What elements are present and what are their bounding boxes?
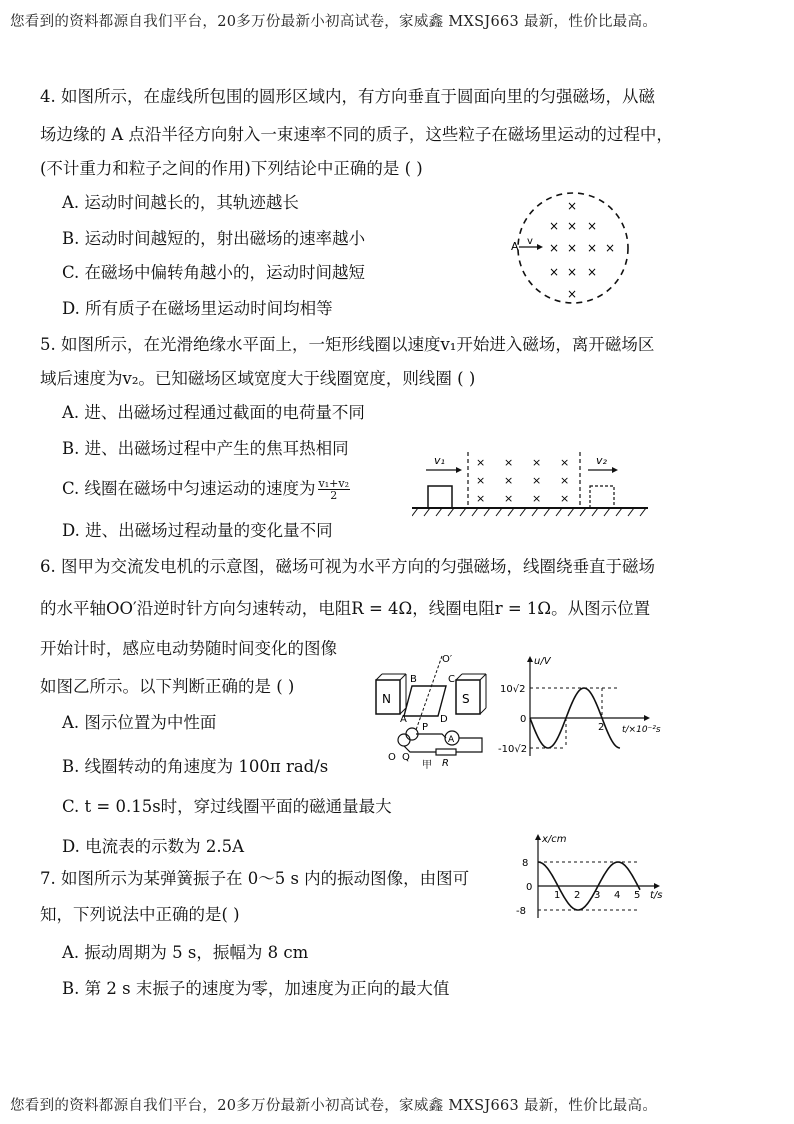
q6-stem-line3: 开始计时，感应电动势随时间变化的图像 [40,639,337,658]
y-axis-label: u/V [534,656,551,667]
q6-stem-line4: 如图乙所示。以下判断正确的是 ( ) [40,677,295,696]
neg-amplitude-tick: -8 [516,906,526,917]
svg-text:×: × [587,219,598,233]
q4-option-d: D. 所有质子在磁场里运动时间均相等 [62,299,333,318]
x-axis-label: t/×10⁻²s [622,725,661,735]
q4-stem-line3: (不计重力和粒子之间的作用)下列结论中正确的是 ( ) [40,159,423,178]
q7-stem-line1: 7. 如图所示为某弹簧振子在 0～5 s 内的振动图像，由图可 [40,869,470,888]
x-tick-4: 4 [614,890,621,901]
c-label: C [448,674,455,685]
q6-generator-figure-jia [372,652,492,770]
svg-text:×: × [549,265,560,279]
q6-option-c: C. t = 0.15s时，穿过线圈平面的磁通量最大 [62,797,392,816]
svg-text:×: × [532,474,542,487]
svg-text:×: × [532,456,542,469]
svg-text:×: × [567,199,578,213]
svg-text:×: × [587,241,598,255]
resistor [436,749,456,755]
q-label: Q [402,752,410,763]
q7-option-b: B. 第 2 s 末振子的速度为零，加速度为正向的最大值 [62,979,450,998]
q4-stem-line2: 场边缘的 A 点沿半径方向射入一束速率不同的质子，这些粒子在磁场里运动的过程中， [40,125,673,144]
coil [404,686,446,716]
q4-magnetic-circle-figure [505,192,635,308]
velocity-label: v [527,236,533,247]
x-tick-2: 2 [598,722,605,733]
q5-option-d: D. 进、出磁场过程动量的变化量不同 [62,521,333,540]
x-tick-3: 3 [594,890,601,901]
q7-oscillation-graph [508,832,668,922]
x-axis-label: t/s [650,890,663,901]
q4-option-a: A. 运动时间越长的，其轨迹越长 [62,193,299,212]
q6-option-a: A. 图示位置为中性面 [62,713,217,732]
n-label: N [382,692,391,706]
ammeter-label: A [448,735,455,745]
p-label: P [422,722,429,733]
header-ad-banner: 您看到的资料都源自我们平台，20多万份最新小初高试卷，家威鑫 MXSJ663 最新，性价比最高。 [10,14,658,30]
neg-peak-tick: -10√2 [498,744,528,755]
svg-text:×: × [605,241,616,255]
svg-text:×: × [549,219,560,233]
coil-before [428,486,452,508]
s-label: S [462,692,470,706]
r-label: R [442,758,449,769]
footer-ad-banner: 您看到的资料都源自我们平台，20多万份最新小初高试卷，家威鑫 MXSJ663 最新，性价比最高。 [10,1098,658,1114]
rotation-axis [416,656,442,730]
origin-label: 0 [526,882,533,893]
pos-peak-tick: 10√2 [500,684,526,695]
origin-label: 0 [520,714,527,725]
svg-text:×: × [532,492,542,505]
x-tick-2: 2 [574,890,581,901]
b-label: B [410,674,417,685]
d-label: D [440,714,448,725]
svg-text:×: × [476,456,486,469]
svg-text:×: × [476,474,486,487]
pos-amplitude-tick: 8 [522,858,529,869]
svg-text:×: × [504,474,514,487]
svg-text:×: × [567,241,578,255]
svg-text:×: × [476,492,486,505]
caption-jia: 甲 [422,760,432,770]
o-label: O [388,752,396,763]
q6-option-b: B. 线圈转动的角速度为 100π rad/s [62,757,329,776]
field-crosses [476,456,569,505]
v2-label: v₂ [596,454,607,467]
svg-text:×: × [560,474,570,487]
q6-emf-graph-yi [498,654,668,760]
ground-hatching [412,508,646,516]
svg-text:×: × [560,492,570,505]
q6-option-d: D. 电流表的示数为 2.5A [62,837,245,856]
q4-stem-line1: 4. 如图所示，在虚线所包围的圆形区域内，有方向垂直于圆面向里的匀强磁场，从磁 [40,87,655,106]
q6-stem-line2: 的水平轴OO′沿逆时针方向匀速转动，电阻R = 4Ω，线圈电阻r = 1Ω。从图示位置 [40,599,651,618]
svg-text:×: × [567,219,578,233]
point-a-label: A [511,240,519,253]
velocity-average-fraction: $\frac{\text{v₁+v₂}}{2}$ [318,477,349,502]
q5-coil-field-figure [412,450,652,520]
q5-option-a: A. 进、出磁场过程通过截面的电荷量不同 [62,403,365,422]
svg-text:×: × [567,265,578,279]
q4-option-b: B. 运动时间越短的，射出磁场的速率越小 [62,229,366,248]
q5-stem-line1: 5. 如图所示，在光滑绝缘水平面上，一矩形线圈以速度v₁开始进入磁场，离开磁场区 [40,335,655,354]
q7-stem-line2: 知，下列说法中正确的是( ) [40,905,240,924]
q6-stem-line1: 6. 图甲为交流发电机的示意图，磁场可视为水平方向的匀强磁场，线圈绕垂直于磁场 [40,557,655,576]
svg-text:×: × [549,241,560,255]
q4-option-c: C. 在磁场中偏转角越小的，运动时间越短 [62,263,366,282]
q5-stem-line2: 域后速度为v₂。已知磁场区域宽度大于线圈宽度，则线圈 ( ) [40,369,476,388]
v1-label: v₁ [434,454,445,467]
q5-option-c: C. 线圈在磁场中匀速运动的速度为 $\frac{\text{v₁+v₂}}{2}$ [62,477,349,502]
svg-text:×: × [504,492,514,505]
x-tick-1: 1 [554,890,561,901]
q5-option-b: B. 进、出磁场过程中产生的焦耳热相同 [62,439,349,458]
svg-text:×: × [587,265,598,279]
coil-after [590,486,614,508]
a-label: A [400,714,407,725]
x-tick-5: 5 [634,890,641,901]
svg-text:×: × [504,456,514,469]
field-crosses [549,199,615,301]
q7-option-a: A. 振动周期为 5 s，振幅为 8 cm [62,943,309,962]
slip-ring-1 [398,734,410,746]
y-axis-label: x/cm [542,834,567,845]
o-prime-label: O′ [442,654,453,665]
svg-text:×: × [560,456,570,469]
svg-text:×: × [567,287,578,301]
